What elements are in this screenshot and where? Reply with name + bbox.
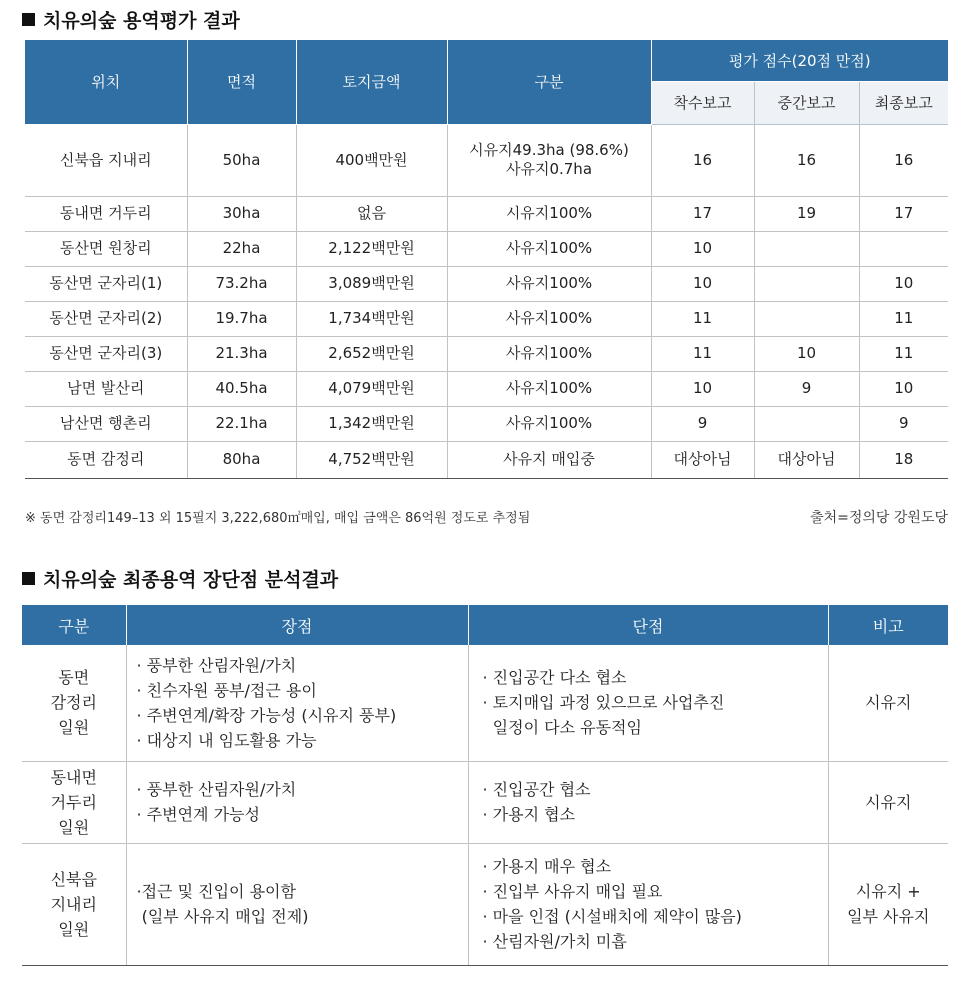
cell-mid — [754, 266, 859, 301]
cell-category: 사유지100% — [447, 336, 651, 371]
source-credit: 출처=정의당 강원도당 — [810, 510, 948, 526]
table-row — [25, 124, 948, 196]
cell-location: 동산면 군자리(3) — [25, 336, 187, 371]
pros-item: · 주변연계 가능성 — [136, 805, 260, 824]
cell-category — [22, 645, 126, 761]
category-line2: 사유지0.7ha — [505, 160, 593, 178]
cell-location: 동산면 원창리 — [25, 231, 187, 266]
cell-location: 동면 감정리 — [25, 441, 187, 478]
cell-price: 1,342백만원 — [296, 406, 447, 441]
cell-location: 동산면 군자리(1) — [25, 266, 187, 301]
cell-start: 11 — [651, 336, 754, 371]
cell-category — [22, 761, 126, 843]
cell-note: 시유지 — [828, 645, 948, 761]
cell-final: 16 — [859, 124, 948, 196]
section1-title-text: 치유의숲 용역평가 결과 — [43, 10, 240, 32]
header-final-report: 최종보고 — [859, 81, 948, 124]
cell-final: 17 — [859, 196, 948, 231]
note-line: 일부 사유지 — [847, 907, 930, 926]
cell-area: 19.7ha — [187, 301, 296, 336]
section2-title-text: 치유의숲 최종용역 장단점 분석결과 — [43, 569, 339, 591]
cell-cons — [468, 843, 828, 965]
square-bullet-icon — [22, 572, 35, 585]
evaluation-table — [25, 40, 948, 479]
cell-final: 10 — [859, 266, 948, 301]
cell-price: 2,122백만원 — [296, 231, 447, 266]
table-row — [25, 441, 948, 478]
cell-price: 3,089백만원 — [296, 266, 447, 301]
table-row — [22, 761, 948, 843]
category-line: 일원 — [58, 718, 90, 738]
cell-area: 22ha — [187, 231, 296, 266]
pros-item: · 풍부한 산림자원/가치 — [136, 655, 297, 675]
header-location: 위치 — [25, 40, 187, 124]
cell-mid: 10 — [754, 336, 859, 371]
cell-area: 40.5ha — [187, 371, 296, 406]
cell-price: 400백만원 — [296, 124, 447, 196]
table-row — [22, 645, 948, 761]
category-line: 일원 — [58, 919, 90, 939]
cell-category: 시유지100% — [447, 196, 651, 231]
footnote: ※ 동면 감정리149–13 외 15필지 3,222,680㎡매입, 매입 금액은 86억원 정도로 추정됨 — [25, 511, 531, 526]
cell-mid — [754, 406, 859, 441]
cell-pros — [126, 761, 468, 843]
cell-start: 10 — [651, 266, 754, 301]
header-note: 비고 — [828, 605, 948, 645]
header-category: 구분 — [22, 605, 126, 645]
cell-category: 사유지 매입중 — [447, 441, 651, 478]
cell-final: 11 — [859, 336, 948, 371]
header-pros: 장점 — [126, 605, 468, 645]
category-line1: 시유지49.3ha (98.6%) — [469, 141, 629, 159]
cell-category — [447, 124, 651, 196]
header-start-report: 착수보고 — [651, 81, 754, 124]
cons-item: · 진입부 사유지 매입 필요 — [482, 882, 663, 901]
cell-note — [828, 843, 948, 965]
cell-start: 10 — [651, 231, 754, 266]
cell-area: 80ha — [187, 441, 296, 478]
cell-price: 없음 — [296, 196, 447, 231]
cell-category: 사유지100% — [447, 266, 651, 301]
cell-start: 9 — [651, 406, 754, 441]
cell-mid — [754, 231, 859, 266]
cons-item: · 마을 인접 (시설배치에 제약이 많음) — [482, 907, 742, 926]
cell-final: 9 — [859, 406, 948, 441]
cell-area: 30ha — [187, 196, 296, 231]
note-line: 시유지 + — [855, 882, 921, 901]
cell-category: 사유지100% — [447, 231, 651, 266]
header-score-group: 평가 점수(20점 만점) — [651, 40, 948, 81]
cell-start: 16 — [651, 124, 754, 196]
cell-category: 사유지100% — [447, 371, 651, 406]
cell-cons — [468, 645, 828, 761]
cell-price: 1,734백만원 — [296, 301, 447, 336]
cell-location: 남산면 행촌리 — [25, 406, 187, 441]
pros-item: · 풍부한 산림자원/가치 — [136, 780, 297, 799]
cell-price: 4,752백만원 — [296, 441, 447, 478]
cell-start: 17 — [651, 196, 754, 231]
table-row — [25, 336, 948, 371]
cell-note: 시유지 — [828, 761, 948, 843]
cell-category — [22, 843, 126, 965]
category-line: 신북읍 — [50, 869, 97, 889]
cell-price: 2,652백만원 — [296, 336, 447, 371]
cell-mid: 16 — [754, 124, 859, 196]
table-row — [25, 371, 948, 406]
table-row — [22, 843, 948, 965]
cons-item: · 토지매입 과정 있으므로 사업추진 — [482, 693, 725, 713]
cell-final: 11 — [859, 301, 948, 336]
cell-category: 사유지100% — [447, 406, 651, 441]
header-category: 구분 — [447, 40, 651, 124]
cell-mid: 9 — [754, 371, 859, 406]
header-area: 면적 — [187, 40, 296, 124]
cons-item: · 산림자원/가치 미흡 — [482, 932, 627, 951]
table-row — [25, 231, 948, 266]
section2-title — [22, 565, 338, 592]
header-mid-report: 중간보고 — [754, 81, 859, 124]
cons-item: · 진입공간 협소 — [482, 780, 591, 799]
cell-area: 73.2ha — [187, 266, 296, 301]
cons-item: · 가용지 협소 — [482, 805, 576, 824]
pros-item: · 대상지 내 임도활용 가능 — [136, 730, 317, 750]
cell-mid — [754, 301, 859, 336]
cell-location: 동내면 거두리 — [25, 196, 187, 231]
cell-area: 22.1ha — [187, 406, 296, 441]
cons-item: · 가용지 매우 협소 — [482, 857, 612, 876]
section1-title — [22, 6, 240, 33]
category-line: 지내리 — [50, 894, 97, 914]
cell-category: 사유지100% — [447, 301, 651, 336]
cell-location: 남면 발산리 — [25, 371, 187, 406]
cell-mid: 대상아님 — [754, 441, 859, 478]
cell-cons — [468, 761, 828, 843]
pros-item: ·접근 및 진입이 용이함 — [136, 882, 296, 901]
category-line: 감정리 — [50, 693, 97, 713]
cons-item: · 진입공간 다소 협소 — [482, 668, 627, 688]
table-row — [25, 266, 948, 301]
category-line: 동면 — [58, 668, 90, 688]
cell-start: 10 — [651, 371, 754, 406]
cell-start: 대상아님 — [651, 441, 754, 478]
pros-item: · 주변연계/확장 가능성 (시유지 풍부) — [136, 705, 397, 725]
cell-pros — [126, 645, 468, 761]
category-line: 거두리 — [50, 792, 97, 812]
cell-final: 18 — [859, 441, 948, 478]
category-line: 일원 — [58, 817, 90, 837]
cell-mid: 19 — [754, 196, 859, 231]
cell-location: 신북읍 지내리 — [25, 124, 187, 196]
pros-item: · 친수자원 풍부/접근 용이 — [136, 680, 317, 700]
cell-location: 동산면 군자리(2) — [25, 301, 187, 336]
table-row — [25, 301, 948, 336]
cell-final — [859, 231, 948, 266]
header-land-price: 토지금액 — [296, 40, 447, 124]
header-cons: 단점 — [468, 605, 828, 645]
cell-pros — [126, 843, 468, 965]
table-row — [25, 196, 948, 231]
pros-cons-table — [22, 605, 948, 966]
cell-area: 50ha — [187, 124, 296, 196]
cell-final: 10 — [859, 371, 948, 406]
square-bullet-icon — [22, 13, 35, 26]
category-line: 동내면 — [50, 767, 97, 787]
pros-item: (일부 사유지 매입 전제) — [136, 907, 309, 926]
table-row — [25, 406, 948, 441]
cell-start: 11 — [651, 301, 754, 336]
cons-item: 일정이 다소 유동적임 — [482, 718, 642, 738]
cell-area: 21.3ha — [187, 336, 296, 371]
cell-price: 4,079백만원 — [296, 371, 447, 406]
